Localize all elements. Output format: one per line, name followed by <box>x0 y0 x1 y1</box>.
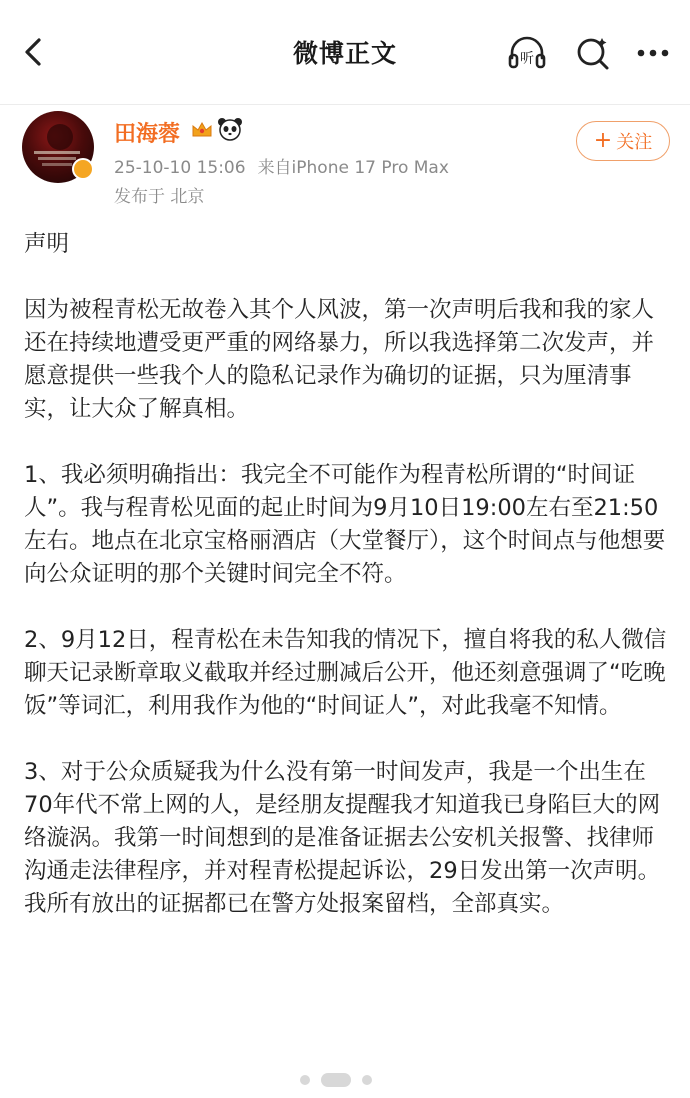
page-title: 微博正文 <box>292 39 397 68</box>
post-time: 25-10-10 15:06 <box>114 158 246 178</box>
follow-button[interactable] <box>576 121 670 161</box>
post-paragraph: 2、9月12日，程青松在未告知我的情况下，擅自将我的私人微信聊天记录断章取义截取并经过删减后公开，他还刻意强调了“吃晚饭”等词汇，利用我作为他的“时间证人”，对此我毫不知情。 <box>24 627 667 719</box>
nav-divider <box>0 104 690 105</box>
post-heading: 声明 <box>24 231 70 257</box>
verified-badge-icon <box>72 158 94 180</box>
page-dot-active <box>321 1073 351 1087</box>
post-paragraph: 3、对于公众质疑我为什么没有第一时间发声，我是一个出生在70年代不常上网的人，是经朋友提醒我才知道我已身陷巨大的网络漩涡。我第一时间想到的是准备证据去公安机关报警、找律师沟通走法律程序，并对程青松提起诉讼，29日发出第一次声明。我所有放出的证据都已在警方处报案留档，全部真实。 <box>24 759 661 917</box>
post-body <box>24 228 672 921</box>
post-meta <box>114 153 449 178</box>
plus-icon: + <box>593 128 613 153</box>
follow-label: 关注 <box>616 132 653 153</box>
post-source: 来自iPhone 17 Pro Max <box>257 158 449 178</box>
post-paragraph: 因为被程青松无故卷入其个人风波，第一次声明后我和我的家人还在持续地遭受更严重的网络暴力，所以我选择第二次发声，并愿意提供一些我个人的隐私记录作为确切的证据，只为厘清事实，让大众了解真相。 <box>24 297 655 422</box>
author-name[interactable]: 田海蓉 <box>114 122 181 147</box>
top-nav-bar <box>0 0 690 104</box>
page-dot <box>300 1075 310 1085</box>
post-paragraph: 1、我必须明确指出：我完全不可能作为程青松所谓的“时间证人”。我与程青松见面的起止时间为9月10日19:00左右至21:50左右。地点在北京宝格丽酒店（大堂餐厅），这个时间点与他想要向公众证明的那个关键时间完全不符。 <box>24 462 666 587</box>
headphones-listen-icon[interactable] <box>506 32 548 74</box>
search-icon[interactable] <box>572 32 614 74</box>
more-dots-icon[interactable] <box>632 32 674 74</box>
listen-label: 听 <box>520 51 534 67</box>
page-dot <box>362 1075 372 1085</box>
panda-badge-icon[interactable] <box>216 115 244 143</box>
image-page-indicator <box>300 1069 390 1089</box>
post-location: 发布于 北京 <box>114 187 205 207</box>
crown-badge-icon[interactable] <box>190 118 214 142</box>
